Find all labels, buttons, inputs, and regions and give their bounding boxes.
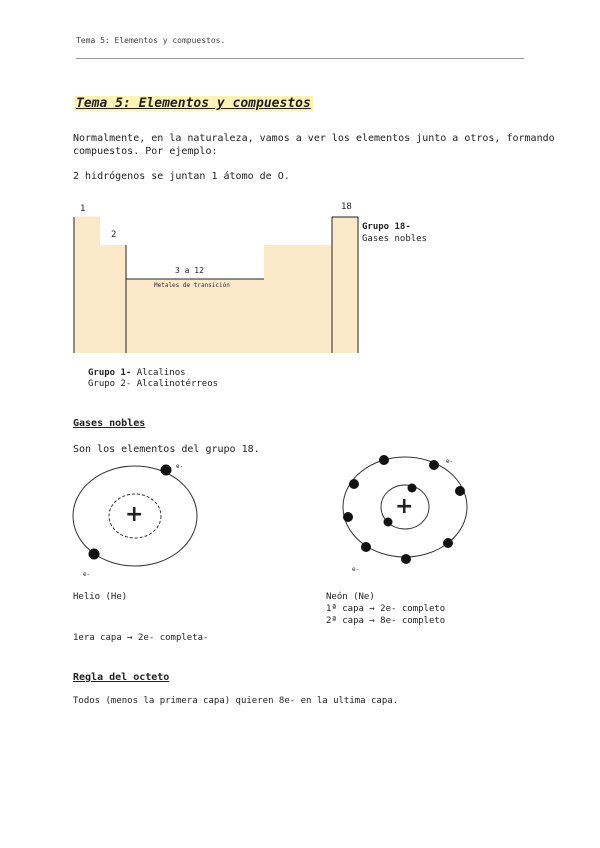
- transition-metals-caption: Metales de transición: [154, 282, 230, 289]
- neon-electron-label: e-: [446, 458, 454, 465]
- neon-electron: [379, 455, 389, 465]
- neon-nucleus: +: [395, 494, 414, 519]
- legend-group1-text: Alcalinos: [131, 368, 186, 378]
- neon-electron: [443, 538, 453, 548]
- helium-electron: [161, 465, 172, 476]
- neon-electron: [429, 460, 439, 470]
- octeto-heading: Regla del octeto: [73, 672, 170, 683]
- intro-line-1: Normalmente, en la naturaleza, vamos a ver los elementos junto a otros, formando: [73, 133, 555, 144]
- intro-line-2: compuestos. Por ejemplo:: [73, 146, 218, 157]
- neon-label: Neón (Ne): [326, 592, 375, 602]
- running-header: Tema 5: Elementos y compuestos.: [76, 36, 226, 45]
- neon-electron: [401, 554, 411, 564]
- neon-electron-label: e-: [352, 566, 360, 573]
- octeto-text: Todos (menos la primera capa) quieren 8e- en la ultima capa.: [73, 696, 399, 706]
- helium-electron: [89, 549, 100, 560]
- helium-electron-label: e-: [83, 571, 91, 578]
- middle-groups-label: 3 a 12: [175, 266, 204, 275]
- neon-shell-1: 1ª capa → 2e- completo: [326, 604, 446, 614]
- page-title: Tema 5: Elementos y compuestos: [76, 96, 311, 111]
- legend-group1-bold: Grupo 1-: [88, 368, 132, 378]
- neon-electron: [349, 479, 359, 489]
- gases-nobles-heading: Gases nobles: [73, 418, 146, 429]
- group18-name: Gases nobles: [362, 234, 428, 244]
- neon-electron: [343, 512, 353, 522]
- neon-electron: [455, 486, 465, 496]
- helium-electron-label: e-: [176, 463, 184, 470]
- helium-nucleus: +: [125, 502, 144, 527]
- helium-shell-note: 1era capa → 2e- completa-: [73, 633, 209, 643]
- neon-electron: [361, 542, 371, 552]
- group2-number: 2: [111, 230, 117, 240]
- group18-number: 18: [341, 202, 352, 212]
- gases-nobles-desc: Son los elementos del grupo 18.: [73, 444, 260, 455]
- helium-label: Helio (He): [73, 592, 128, 602]
- neon-inner-electron: [408, 484, 417, 493]
- group1-number: 1: [80, 204, 86, 214]
- legend-group1: [88, 368, 186, 378]
- legend-group2: Grupo 2- Alcalinotérreos: [88, 379, 219, 389]
- neon-inner-electron: [384, 518, 393, 527]
- intro-example: 2 hidrógenos se juntan 1 átomo de O.: [73, 171, 290, 182]
- group18-label: Grupo 18-: [362, 222, 411, 232]
- neon-shell-2: 2ª capa → 8e- completo: [326, 616, 446, 626]
